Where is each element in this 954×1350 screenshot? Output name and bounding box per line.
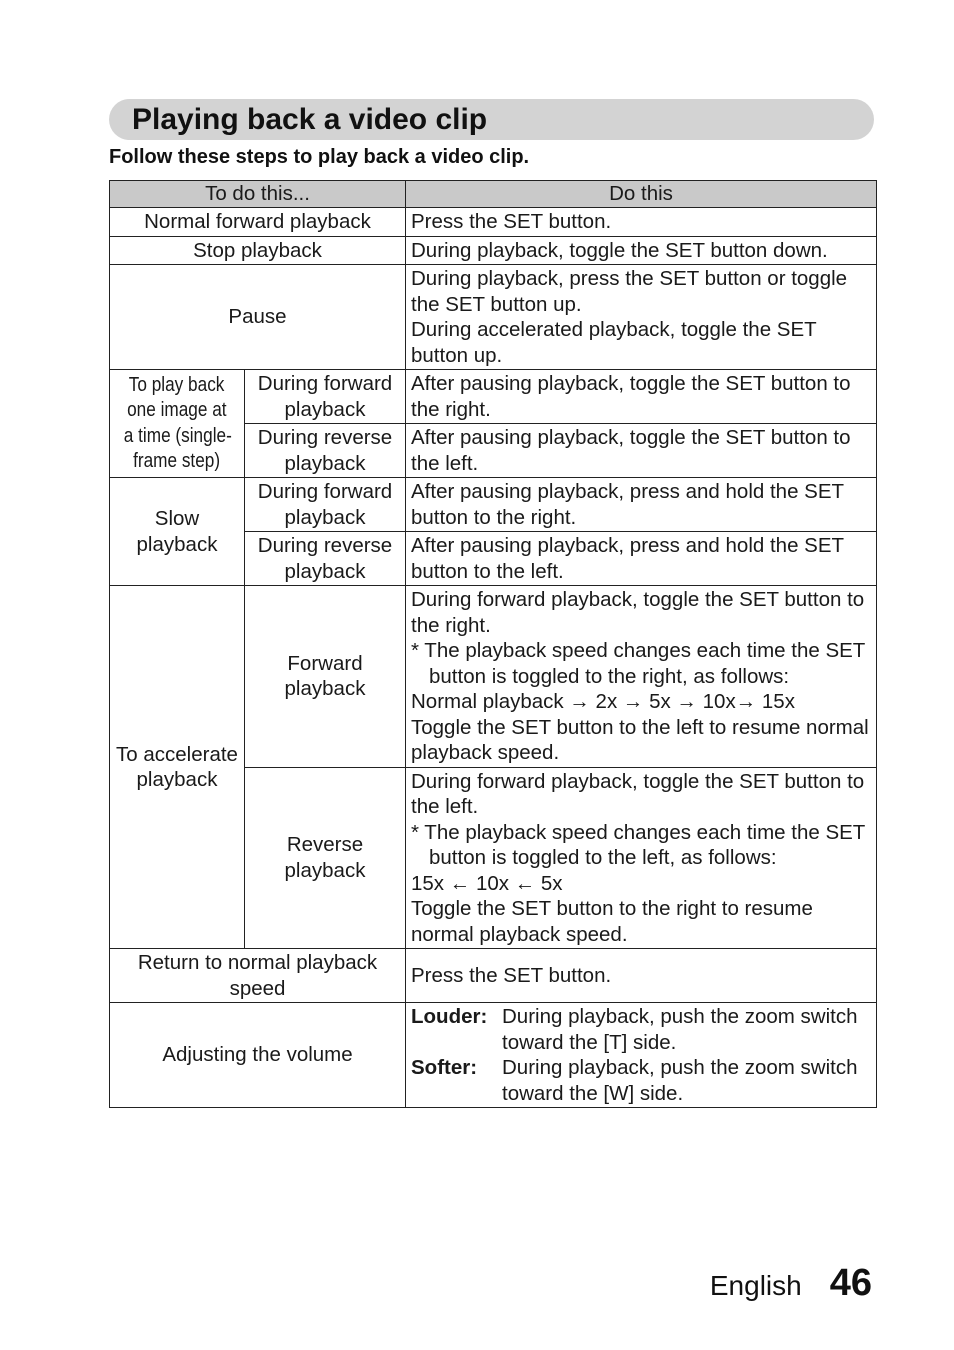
do-cell <box>406 586 877 768</box>
mode-cell: During reverse playback <box>245 532 406 586</box>
group-label-accelerate: To accelerate playback <box>110 586 245 949</box>
table-row <box>110 1003 877 1108</box>
group-label-slow: Slow playback <box>110 478 245 586</box>
table-header-row <box>110 181 877 208</box>
speed-sequence: 15x ← 10x ← 5x <box>411 871 563 895</box>
speed-note: * The playback speed changes each time the SET button is toggled to the left, as follows: <box>411 820 865 869</box>
action-cell: Adjusting the volume <box>110 1003 406 1108</box>
do-cell: After pausing playback, toggle the SET button to the right. <box>406 370 877 424</box>
intro-text: Follow these steps to play back a video clip. <box>109 146 530 168</box>
do-cell <box>406 767 877 949</box>
do-cell: Press the SET button. <box>406 208 877 237</box>
action-cell: Stop playback <box>110 236 406 265</box>
do-cell: During playback, toggle the SET button down. <box>406 236 877 265</box>
mode-cell: Reverse playback <box>245 767 406 949</box>
group-label-line: To play back <box>129 373 225 396</box>
table-row <box>110 586 877 768</box>
volume-louder <box>411 1004 871 1055</box>
action-cell: Return to normal playback speed <box>110 949 406 1003</box>
page-number: 46 <box>829 1262 872 1304</box>
group-label-line: frame step) <box>133 450 221 472</box>
table-row <box>110 478 877 532</box>
softer-label: Softer: <box>411 1056 478 1079</box>
title-bar <box>109 99 874 140</box>
volume-softer <box>411 1055 871 1106</box>
table-row <box>110 949 877 1003</box>
speed-note: * The playback speed changes each time the SET button is toggled to the right, as follows: <box>411 639 865 688</box>
do-line: During forward playback, toggle the SET button to the right. <box>411 588 865 637</box>
do-cell: After pausing playback, press and hold the SET button to the right. <box>406 478 877 532</box>
group-label-frame-step <box>110 370 245 478</box>
page-footer <box>710 1262 872 1305</box>
louder-text: During playback, push the zoom switch toward the [T] side. <box>502 1005 858 1054</box>
group-label-line: a time (single- <box>123 424 232 447</box>
language-label: English <box>709 1270 802 1301</box>
mode-cell: During forward playback <box>245 370 406 424</box>
action-cell: Normal forward playback <box>110 208 406 237</box>
speed-sequence: Normal playback → 2x → 5x → 10x→ 15x <box>411 690 795 713</box>
table-row <box>110 208 877 237</box>
louder-label: Louder: <box>411 1005 488 1028</box>
mode-cell: During forward playback <box>245 478 406 532</box>
table-row <box>110 236 877 265</box>
header-action: To do this... <box>110 181 406 208</box>
do-cell: After pausing playback, press and hold the SET button to the left. <box>406 532 877 586</box>
do-cell <box>406 1003 877 1108</box>
table-row <box>110 265 877 370</box>
action-cell: Pause <box>110 265 406 370</box>
do-line: Toggle the SET button to the left to resume normal playback speed. <box>411 715 869 764</box>
do-line: Toggle the SET button to the right to resume normal playback speed. <box>411 897 813 946</box>
do-line: During accelerated playback, toggle the SET button up. <box>411 318 817 367</box>
header-do: Do this <box>406 181 877 208</box>
page-title: Playing back a video clip <box>132 103 488 136</box>
group-label-line: one image at <box>127 399 227 421</box>
do-line: During forward playback, toggle the SET button to the left. <box>411 769 865 818</box>
do-line: During playback, press the SET button or toggle the SET button up. <box>411 267 848 316</box>
steps-table <box>109 180 877 1108</box>
table-row <box>110 370 877 424</box>
mode-cell: During reverse playback <box>245 424 406 478</box>
softer-text: During playback, push the zoom switch toward the [W] side. <box>502 1056 858 1105</box>
do-cell <box>406 265 877 370</box>
mode-cell: Forward playback <box>245 586 406 768</box>
do-cell: Press the SET button. <box>406 949 877 1003</box>
do-cell: After pausing playback, toggle the SET button to the left. <box>406 424 877 478</box>
